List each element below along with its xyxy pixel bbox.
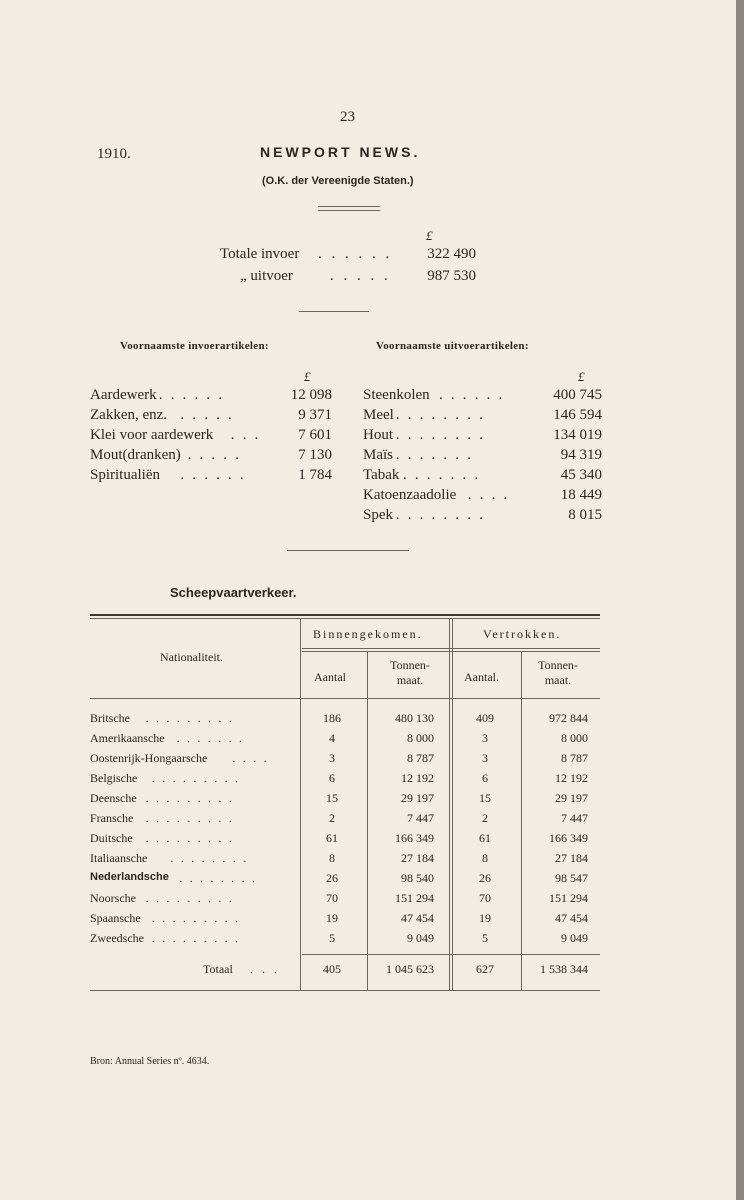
nationality-cell: Belgische bbox=[90, 771, 138, 785]
leader-dots: . . . . . . . . . bbox=[151, 771, 241, 785]
column-header-nationality: Nationaliteit. bbox=[160, 650, 223, 664]
table-sum-rule bbox=[302, 954, 600, 955]
divider bbox=[299, 311, 369, 312]
arrived-tonnage-cell: 151 294 bbox=[395, 891, 434, 905]
nationality-cell: Spaansche bbox=[90, 911, 141, 925]
departed-tonnage-cell: 29 197 bbox=[555, 791, 588, 805]
total-import-label: Totale invoer bbox=[220, 246, 300, 262]
departed-count-cell: 26 bbox=[479, 871, 491, 885]
exports-heading: Voornaamste uitvoerartikelen: bbox=[376, 340, 529, 352]
export-item-name: Katoenzaadolie bbox=[363, 487, 457, 503]
nationality-cell: Duitsche bbox=[90, 831, 133, 845]
export-item-value: 94 319 bbox=[560, 447, 602, 463]
table-bottom-rule bbox=[90, 990, 600, 991]
total-export-label: „ uitvoer bbox=[240, 268, 293, 284]
departed-count-cell: 15 bbox=[479, 791, 491, 805]
arrived-count-cell: 2 bbox=[329, 811, 335, 825]
total-arrived-count: 405 bbox=[323, 962, 341, 976]
leader-dots: . . . . . . . bbox=[176, 731, 245, 745]
import-item-value: 1 784 bbox=[298, 467, 332, 483]
arrived-tonnage-cell: 8 000 bbox=[407, 731, 434, 745]
nationality-cell: Oostenrijk-Hongaarsche bbox=[90, 751, 208, 765]
arrived-count-cell: 70 bbox=[326, 891, 338, 905]
column-header-tonnage: Tonnen-maat. bbox=[538, 658, 578, 687]
arrived-tonnage-cell: 98 540 bbox=[401, 871, 434, 885]
leader-dots: . . . . . . . . . bbox=[145, 791, 234, 805]
export-item-name: Steenkolen bbox=[363, 387, 430, 403]
export-item-name: Spek bbox=[363, 507, 393, 523]
leader-dots: . . . . . . bbox=[439, 387, 505, 403]
imports-heading: Voornaamste invoerartikelen: bbox=[120, 340, 269, 352]
import-item-name: Spiritualiën bbox=[90, 467, 160, 483]
arrived-tonnage-cell: 7 447 bbox=[407, 811, 434, 825]
leader-dots: . . . . . . . . . bbox=[145, 831, 234, 845]
arrived-count-cell: 6 bbox=[329, 771, 335, 785]
leader-dots: . . . . . . . . bbox=[395, 407, 486, 423]
nationality-cell: Amerikaansche bbox=[90, 731, 165, 745]
departed-tonnage-cell: 9 049 bbox=[561, 931, 588, 945]
arrived-tonnage-cell: 9 049 bbox=[407, 931, 434, 945]
page-number: 23 bbox=[340, 109, 355, 125]
nationality-cell: Deensche bbox=[90, 791, 137, 805]
nationality-cell: Noorsche bbox=[90, 891, 136, 905]
total-label: Totaal bbox=[203, 962, 233, 976]
leader-dots: . . . . bbox=[467, 487, 510, 503]
divider bbox=[287, 550, 409, 551]
departed-tonnage-cell: 8 787 bbox=[561, 751, 588, 765]
divider bbox=[318, 206, 380, 207]
export-item-value: 146 594 bbox=[553, 407, 602, 423]
arrived-count-cell: 61 bbox=[326, 831, 338, 845]
leader-dots: . . . . . . . . bbox=[395, 507, 486, 523]
arrived-tonnage-cell: 166 349 bbox=[395, 831, 434, 845]
leader-dots: . . . bbox=[250, 962, 280, 976]
arrived-count-cell: 8 bbox=[329, 851, 335, 865]
leader-dots: . . . . . . . . bbox=[395, 427, 486, 443]
leader-dots: . . . . . . bbox=[180, 467, 246, 483]
table-top-rule bbox=[90, 618, 600, 619]
column-header-count: Aantal. bbox=[464, 670, 499, 684]
table-top-rule bbox=[90, 614, 600, 616]
currency-symbol: £ bbox=[426, 228, 433, 243]
leader-dots: . . . . . bbox=[180, 407, 234, 423]
total-departed-count: 627 bbox=[476, 962, 494, 976]
source-note: Bron: Annual Series nº. 4634. bbox=[90, 1056, 210, 1067]
import-item-value: 12 098 bbox=[290, 387, 332, 403]
column-header-departed: Vertrokken. bbox=[483, 627, 562, 641]
import-item-name: Aardewerk bbox=[90, 387, 157, 403]
total-import-value: 322 490 bbox=[427, 246, 476, 262]
export-item-value: 134 019 bbox=[553, 427, 602, 443]
export-item-name: Hout bbox=[363, 427, 393, 443]
total-departed-tonnage: 1 538 344 bbox=[540, 962, 588, 976]
departed-tonnage-cell: 151 294 bbox=[549, 891, 588, 905]
departed-tonnage-cell: 8 000 bbox=[561, 731, 588, 745]
arrived-count-cell: 3 bbox=[329, 751, 335, 765]
book-spine-edge bbox=[736, 0, 744, 1200]
column-header-tonnage: Tonnen-maat. bbox=[390, 658, 430, 687]
nationality-cell: Italiaansche bbox=[90, 851, 148, 865]
export-item-value: 8 015 bbox=[568, 507, 602, 523]
leader-dots: . . . . . . . . . bbox=[145, 711, 234, 725]
export-item-name: Tabak bbox=[363, 467, 400, 483]
arrived-count-cell: 19 bbox=[326, 911, 338, 925]
leader-dots: . . . . . . . . bbox=[170, 851, 249, 865]
column-header-arrived: Binnengekomen. bbox=[313, 627, 423, 641]
table-group-rule bbox=[302, 651, 600, 652]
departed-tonnage-cell: 47 454 bbox=[555, 911, 588, 925]
export-item-value: 18 449 bbox=[560, 487, 602, 503]
arrived-count-cell: 26 bbox=[326, 871, 338, 885]
arrived-count-cell: 4 bbox=[329, 731, 335, 745]
departed-tonnage-cell: 12 192 bbox=[555, 771, 588, 785]
leader-dots: . . . . . . bbox=[318, 246, 393, 262]
nationality-cell: Nederlandsche bbox=[90, 871, 169, 883]
departed-tonnage-cell: 7 447 bbox=[561, 811, 588, 825]
export-item-value: 45 340 bbox=[560, 467, 602, 483]
departed-count-cell: 19 bbox=[479, 911, 491, 925]
column-header-count: Aantal bbox=[314, 670, 346, 684]
departed-count-cell: 5 bbox=[482, 931, 488, 945]
leader-dots: . . . . bbox=[232, 751, 269, 765]
leader-dots: . . . . . . . . . bbox=[145, 891, 234, 905]
import-item-name: Mout(dranken) bbox=[90, 447, 181, 463]
leader-dots: . . . . . bbox=[187, 447, 242, 463]
arrived-tonnage-cell: 480 130 bbox=[395, 711, 434, 725]
column-divider bbox=[300, 619, 301, 990]
export-item-name: Meel bbox=[363, 407, 394, 423]
nationality-cell: Zweedsche bbox=[90, 931, 144, 945]
departed-tonnage-cell: 972 844 bbox=[549, 711, 588, 725]
departed-count-cell: 3 bbox=[482, 731, 488, 745]
leader-dots: . . . . . . . . . bbox=[151, 931, 241, 945]
import-item-value: 7 601 bbox=[298, 427, 332, 443]
page-subtitle: (O.K. der Vereenigde Staten.) bbox=[262, 175, 414, 187]
year: 1910. bbox=[97, 146, 131, 162]
arrived-tonnage-cell: 8 787 bbox=[407, 751, 434, 765]
leader-dots: . . . . . . . . . bbox=[145, 811, 234, 825]
export-item-name: Maïs bbox=[363, 447, 393, 463]
departed-count-cell: 3 bbox=[482, 751, 488, 765]
arrived-count-cell: 5 bbox=[329, 931, 335, 945]
total-export-value: 987 530 bbox=[427, 268, 476, 284]
leader-dots: . . . . . . . . . bbox=[151, 911, 241, 925]
page-title: NEWPORT NEWS. bbox=[260, 144, 421, 160]
table-group-rule bbox=[302, 648, 600, 649]
departed-count-cell: 409 bbox=[476, 711, 494, 725]
total-arrived-tonnage: 1 045 623 bbox=[386, 962, 434, 976]
table-header-rule bbox=[90, 698, 600, 699]
nationality-cell: Fransche bbox=[90, 811, 134, 825]
import-item-name: Klei voor aardewerk bbox=[90, 427, 214, 443]
import-item-value: 9 371 bbox=[298, 407, 332, 423]
nationality-cell: Britsche bbox=[90, 711, 130, 725]
arrived-tonnage-cell: 47 454 bbox=[401, 911, 434, 925]
import-item-value: 7 130 bbox=[298, 447, 332, 463]
departed-tonnage-cell: 27 184 bbox=[555, 851, 588, 865]
leader-dots: . . . . . . . bbox=[403, 467, 481, 483]
exports-currency: £ bbox=[578, 369, 585, 384]
leader-dots: . . . . . . bbox=[158, 387, 225, 403]
arrived-tonnage-cell: 29 197 bbox=[401, 791, 434, 805]
departed-tonnage-cell: 98 547 bbox=[555, 871, 588, 885]
departed-tonnage-cell: 166 349 bbox=[549, 831, 588, 845]
departed-count-cell: 61 bbox=[479, 831, 491, 845]
departed-count-cell: 2 bbox=[482, 811, 488, 825]
column-divider bbox=[449, 619, 450, 990]
arrived-tonnage-cell: 12 192 bbox=[401, 771, 434, 785]
departed-count-cell: 70 bbox=[479, 891, 491, 905]
leader-dots: . . . . . . . bbox=[395, 447, 474, 463]
arrived-count-cell: 186 bbox=[323, 711, 341, 725]
leader-dots: . . . . . bbox=[330, 268, 391, 284]
leader-dots: . . . bbox=[230, 427, 261, 443]
arrived-count-cell: 15 bbox=[326, 791, 338, 805]
export-item-value: 400 745 bbox=[553, 387, 602, 403]
departed-count-cell: 6 bbox=[482, 771, 488, 785]
imports-currency: £ bbox=[304, 369, 311, 384]
leader-dots: . . . . . . . . bbox=[179, 871, 258, 885]
arrived-tonnage-cell: 27 184 bbox=[401, 851, 434, 865]
departed-count-cell: 8 bbox=[482, 851, 488, 865]
divider bbox=[318, 210, 380, 211]
shipping-heading: Scheepvaartverkeer. bbox=[170, 585, 297, 600]
import-item-name: Zakken, enz. bbox=[90, 407, 168, 423]
